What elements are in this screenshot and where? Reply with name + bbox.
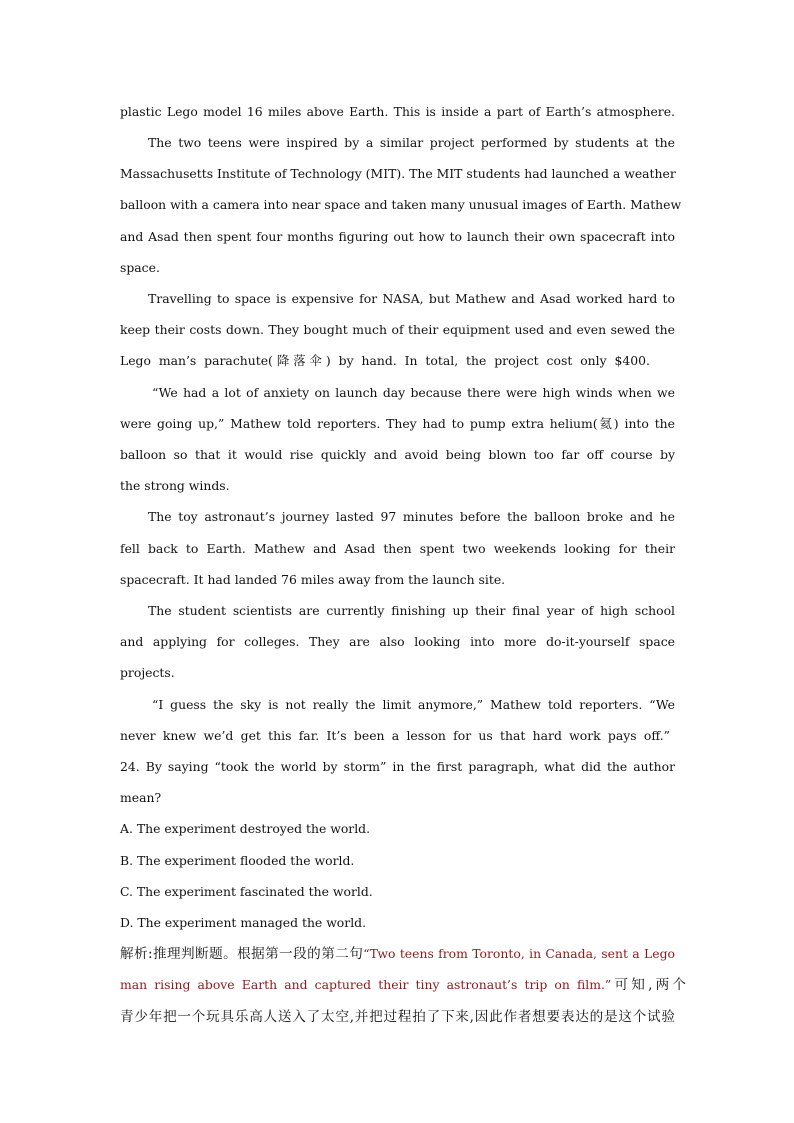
passage-line: plastic Lego model 16 miles above Earth. This is inside a part of Earth’s atmosphere. xyxy=(120,104,675,119)
passage-line: Travelling to space is expensive for NASA, but Mathew and Asad worked hard to xyxy=(148,291,675,306)
option-b: B. The experiment flooded the world. xyxy=(120,853,355,868)
question-stem-continued: mean? xyxy=(120,790,162,805)
analysis-line xyxy=(120,976,686,994)
passage-line: never knew we’d get this far. It’s been a lesson for us that hard work pays off.” xyxy=(120,728,670,743)
passage-line: balloon so that it would rise quickly and avoid being blown too far off course by xyxy=(120,447,675,462)
analysis-quote: man rising above Earth and captured their tiny astronaut’s trip on film.” xyxy=(120,977,612,992)
analysis-line xyxy=(120,945,675,963)
passage-line: The toy astronaut’s journey lasted 97 minutes before the balloon broke and he xyxy=(148,509,675,524)
question-stem: 24. By saying “took the world by storm” in the first paragraph, what did the author xyxy=(120,759,675,774)
passage-line: space. xyxy=(120,260,160,275)
analysis-quote: “Two teens from Toronto, in Canada, sent a Lego xyxy=(363,946,675,961)
analysis-line: 青少年把一个玩具乐高人送入了太空,并把过程拍了下来,因此作者想要表达的是这个试验 xyxy=(120,1009,675,1025)
passage-line: spacecraft. It had landed 76 miles away from the launch site. xyxy=(120,572,506,587)
option-c: C. The experiment fascinated the world. xyxy=(120,884,373,899)
passage-line: and Asad then spent four months figuring out how to launch their own spacecraft into xyxy=(120,229,675,244)
passage-line: The two teens were inspired by a similar project performed by students at the xyxy=(148,135,675,150)
analysis-lead: 解析:推理判断题。根据第一段的第二句 xyxy=(120,946,364,962)
passage-line: Massachusetts Institute of Technology (MIT). The MIT students had launched a weather xyxy=(120,166,676,181)
passage-line: keep their costs down. They bought much of their equipment used and even sewed the xyxy=(120,322,675,337)
option-a: A. The experiment destroyed the world. xyxy=(120,821,371,836)
passage-line: “We had a lot of anxiety on launch day because there were high winds when we xyxy=(152,385,675,400)
analysis-text: 可知,两个 xyxy=(611,977,686,993)
passage-line: projects. xyxy=(120,665,175,680)
passage-line: The student scientists are currently finishing up their final year of high school xyxy=(148,603,675,618)
passage-line: the strong winds. xyxy=(120,478,230,493)
passage-line: and applying for colleges. They are also looking into more do-it-yourself space xyxy=(120,634,675,649)
passage-line: Lego man’s parachute(降落伞) by hand. In total, the project cost only $400. xyxy=(120,353,650,368)
passage-line: balloon with a camera into near space and taken many unusual images of Earth. Mathew xyxy=(120,197,682,212)
option-d: D. The experiment managed the world. xyxy=(120,915,367,930)
passage-line: were going up,” Mathew told reporters. They had to pump extra helium(氦) into the xyxy=(120,416,675,431)
passage-line: “I guess the sky is not really the limit anymore,” Mathew told reporters. “We xyxy=(152,697,675,712)
passage-line: fell back to Earth. Mathew and Asad then spent two weekends looking for their xyxy=(120,541,675,556)
